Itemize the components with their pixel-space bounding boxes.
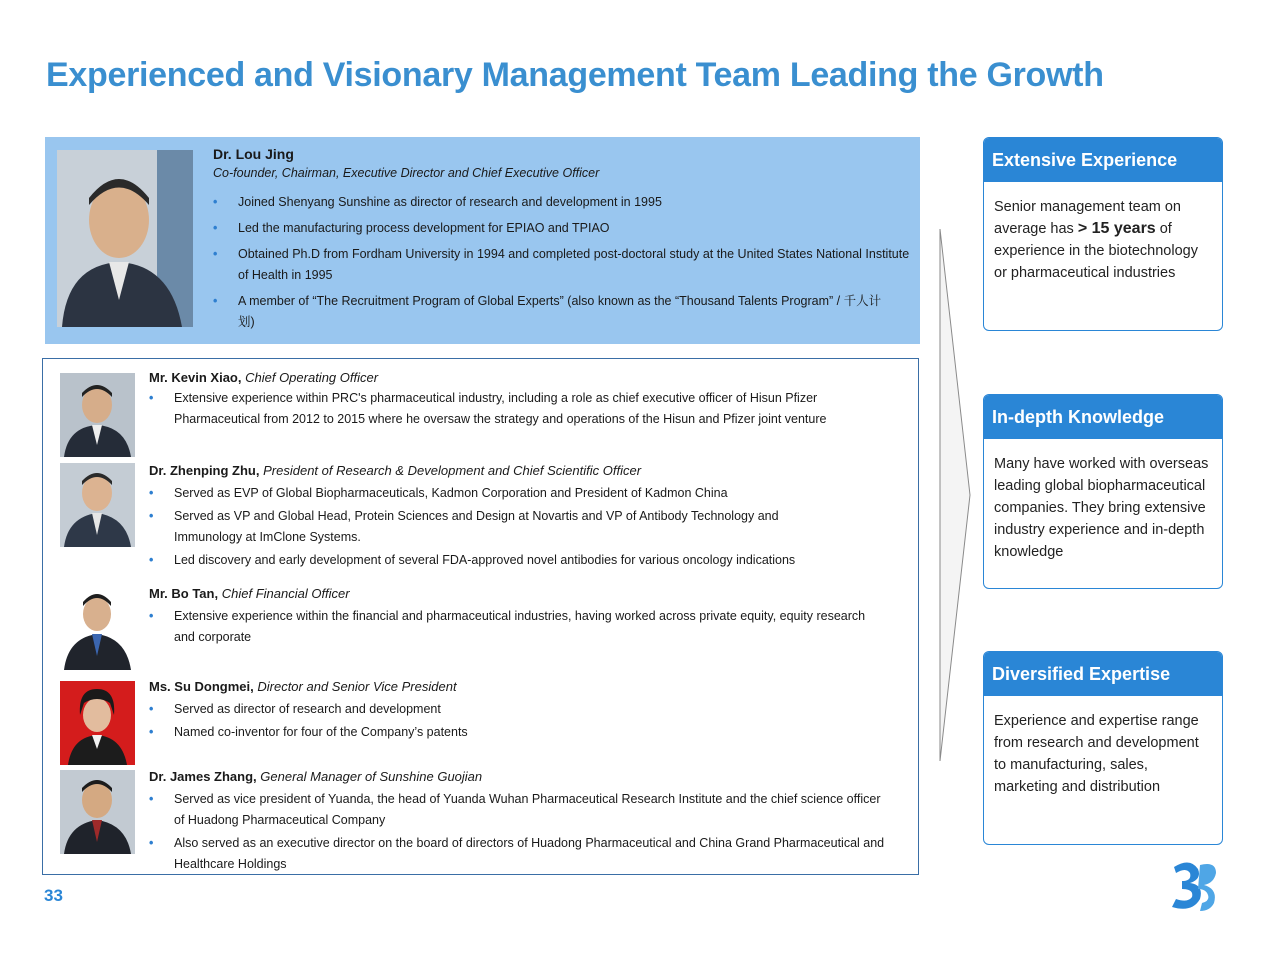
exec-name: Mr. Bo Tan,: [149, 586, 219, 601]
exec-role: Chief Operating Officer: [245, 370, 379, 385]
bullet-dot-icon: •: [149, 391, 154, 405]
executives-box: [42, 358, 919, 875]
highlight-years: > 15 years: [1077, 220, 1156, 237]
exec-role: General Manager of Sunshine Guojian: [260, 769, 483, 784]
card-diversified-expertise: [983, 651, 1223, 845]
list-item: • Served as EVP of Global Biopharmaceuticals, Kadmon Corporation and President of Kadmon China: [149, 483, 849, 504]
card-title: Extensive Experience: [984, 138, 1222, 182]
exec-photo: [60, 681, 135, 765]
exec-role: Director and Senior Vice President: [257, 679, 457, 694]
exec-photo: [60, 463, 135, 547]
bullet-dot-icon: •: [149, 553, 154, 567]
exec-role: Chief Financial Officer: [221, 586, 350, 601]
bullet-dot-icon: •: [149, 486, 154, 500]
list-item: • Served as VP and Global Head, Protein Sciences and Design at Novartis and VP of Antibody Technology and Immunology at ImClone Systems.: [149, 506, 849, 548]
bullet-dot-icon: •: [149, 509, 154, 523]
list-item: • Extensive experience within PRC's pharmaceutical industry, including a role as chief executive officer of Hisun Pfizer Pharmaceutical from 2012 to 2015 where he oversaw the strategy and operations of the Hisun and Pfizer joint venture: [149, 388, 889, 430]
exec-photo: [60, 586, 135, 670]
exec-bullets: [149, 699, 849, 743]
card-text: Experience and expertise range from research and development to manufacturing, sales, marketing and distribution: [994, 713, 1199, 795]
list-item: • Led discovery and early development of several FDA-approved novel antibodies for various oncology indications: [149, 550, 849, 571]
bullet-dot-icon: •: [213, 294, 218, 308]
exec-bullets: [149, 606, 879, 648]
page-number: 33: [44, 886, 63, 905]
bracket-arrow-icon: [930, 225, 975, 765]
bullet-dot-icon: •: [149, 792, 154, 806]
card-text: Senior management team on average has > 15 years of experience in the biotechnology or pharmaceutical industries: [994, 199, 1198, 281]
ceo-bullets: [213, 192, 913, 338]
bullet-dot-icon: •: [149, 702, 154, 716]
bullet-dot-icon: •: [213, 221, 218, 235]
card-extensive-experience: [983, 137, 1223, 331]
list-item: • Obtained Ph.D from Fordham University in 1994 and completed post-doctoral study at the United States National Institute of Health in 1995: [213, 244, 918, 286]
list-item: • Extensive experience within the financial and pharmaceutical industries, having worked across private equity, equity research and corporate: [149, 606, 879, 648]
card-text: Many have worked with overseas leading global biopharmaceutical companies. They bring extensive industry experience and in-depth knowledge: [994, 456, 1209, 560]
list-item: • Also served as an executive director on the board of directors of Huadong Pharmaceutical and China Grand Pharmaceutical and Healthcare Holdings: [149, 833, 889, 875]
ceo-role: Co-founder, Chairman, Executive Director and Chief Executive Officer: [213, 166, 600, 180]
3s-bio-logo-icon: [1160, 855, 1220, 915]
ceo-panel: [45, 137, 920, 344]
card-title: In-depth Knowledge: [984, 395, 1222, 439]
ceo-photo: [57, 150, 193, 327]
exec-bullets: [149, 789, 889, 875]
bullet-dot-icon: •: [213, 247, 218, 261]
list-item: • Led the manufacturing process development for EPIAO and TPIAO: [213, 218, 913, 239]
exec-role: President of Research & Development and Chief Scientific Officer: [263, 463, 642, 478]
bullet-dot-icon: •: [149, 836, 154, 850]
exec-name: Mr. Kevin Xiao,: [149, 370, 242, 385]
page-title: Experienced and Visionary Management Team Leading the Growth: [46, 56, 1104, 94]
bullet-dot-icon: •: [213, 195, 218, 209]
exec-name: Dr. James Zhang,: [149, 769, 257, 784]
card-title: Diversified Expertise: [984, 652, 1222, 696]
list-item: • Named co-inventor for four of the Company’s patents: [149, 722, 849, 743]
list-item: • Joined Shenyang Sunshine as director of research and development in 1995: [213, 192, 913, 213]
exec-name: Dr. Zhenping Zhu,: [149, 463, 260, 478]
list-item: • Served as director of research and development: [149, 699, 849, 720]
ceo-name: Dr. Lou Jing: [213, 146, 294, 162]
exec-bullets: [149, 388, 889, 430]
bullet-dot-icon: •: [149, 725, 154, 739]
exec-photo: [60, 373, 135, 457]
exec-name: Ms. Su Dongmei,: [149, 679, 254, 694]
bullet-dot-icon: •: [149, 609, 154, 623]
card-in-depth-knowledge: [983, 394, 1223, 589]
exec-bullets: [149, 483, 849, 571]
list-item: • A member of “The Recruitment Program of Global Experts” (also known as the “Thousand Talents Program” / 千人计划): [213, 291, 888, 333]
exec-photo: [60, 770, 135, 854]
list-item: • Served as vice president of Yuanda, the head of Yuanda Wuhan Pharmaceutical Research Institute and the chief science officer of Huadong Pharmaceutical Company: [149, 789, 889, 831]
